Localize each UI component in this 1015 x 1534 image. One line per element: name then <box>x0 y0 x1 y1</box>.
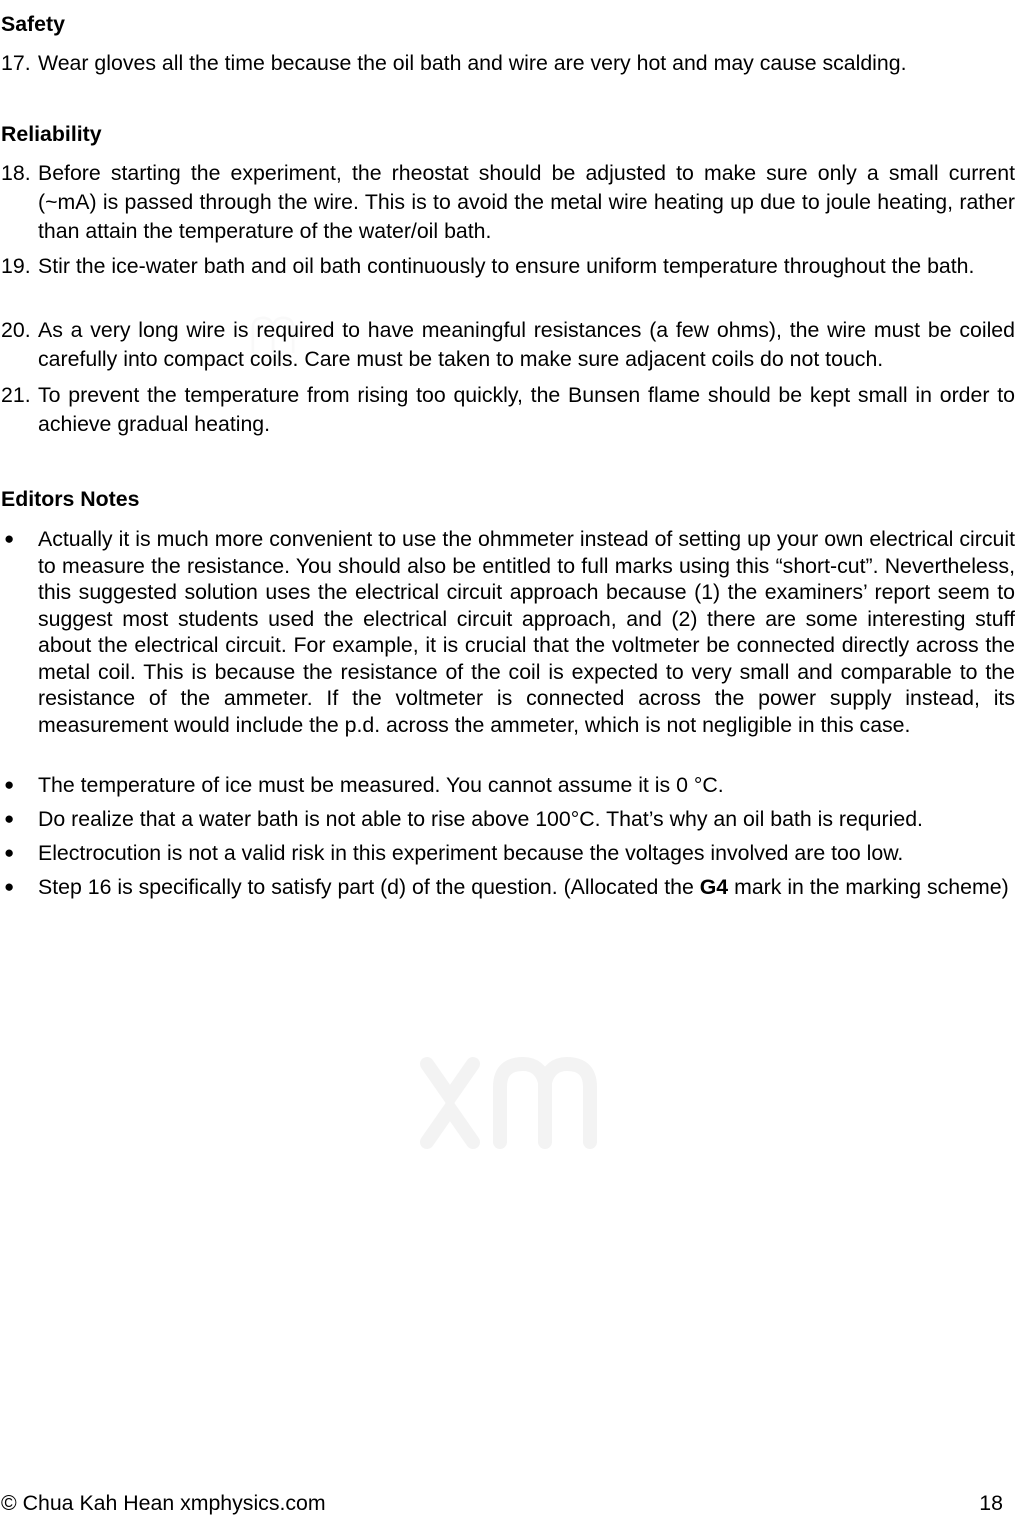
list-item-17 <box>0 49 1015 78</box>
page-number: 18 <box>979 1491 1003 1515</box>
bullet-item-ice-temperature <box>0 772 1015 799</box>
bullet-item-step-16 <box>0 874 1015 901</box>
bullet-text: Actually it is much more convenient to use the ohmmeter instead of setting up your own electrical circuit to measure the resistance. You should also be entitled to full marks using this “short-cut”. Nevertheless, this suggested solution uses the electrical circuit approach because (1) the examiners’ report seem to suggest most students used the electrical circuit approach, and (2) there are some interesting stuff about the electrical circuit. For example, it is crucial that the voltmeter be connected directly across the metal coil. This is because the resistance of the coil is expected to very small and comparable to the resistance of the ammeter. If the voltmeter is connected across the power supply instead, its measurement would include the p.d. across the ammeter, which is not negligible in this case. <box>38 527 1015 737</box>
bullet-item-ohmmeter <box>0 526 1015 738</box>
item-text: To prevent the temperature from rising too quickly, the Bunsen flame should be kept small in order to achieve gradual heating. <box>38 383 1015 436</box>
list-item-18 <box>0 159 1015 246</box>
item-number: 17. <box>1 51 31 75</box>
item-number: 18. <box>1 161 31 185</box>
bullet-text-after: mark in the marking scheme) <box>728 875 1009 899</box>
copyright-text: © Chua Kah Hean xmphysics.com <box>1 1491 326 1515</box>
list-item-19 <box>0 252 1015 281</box>
bullet-text <box>38 874 1015 901</box>
bullet-icon: ● <box>4 809 15 828</box>
item-number: 21. <box>1 383 31 407</box>
bullet-item-electrocution <box>0 840 1015 867</box>
bullet-text: Electrocution is not a valid risk in this experiment because the voltages involved are too low. <box>38 841 904 865</box>
item-number: 20. <box>1 318 31 342</box>
item-text: As a very long wire is required to have meaningful resistances (a few ohms), the wire must be coiled carefully into compact coils. Care must be taken to make sure adjacent coils do not touch. <box>38 318 1015 371</box>
item-text: Stir the ice-water bath and oil bath continuously to ensure uniform temperature throughout the bath. <box>38 254 975 278</box>
xm-watermark-logo <box>405 1052 605 1152</box>
item-number: 19. <box>1 254 31 278</box>
item-text: Wear gloves all the time because the oil bath and wire are very hot and may cause scalding. <box>38 51 907 75</box>
list-item-21 <box>0 381 1015 439</box>
list-item-20 <box>0 316 1015 374</box>
item-text: Before starting the experiment, the rheostat should be adjusted to make sure only a small current (~mA) is passed through the wire. This is to avoid the metal wire heating up due to joule heating, rather than attain the temperature of the water/oil bath. <box>38 161 1015 243</box>
bullet-icon: ● <box>4 877 15 896</box>
bullet-text-before: Step 16 is specifically to satisfy part (d) of the question. (Allocated the <box>38 875 700 899</box>
bullet-icon: ● <box>4 843 15 862</box>
bullet-icon: ● <box>4 775 15 794</box>
section-heading-safety: Safety <box>1 12 65 36</box>
section-heading-editors-notes: Editors Notes <box>1 487 140 511</box>
section-heading-reliability: Reliability <box>1 122 102 146</box>
mark-code: G4 <box>699 875 729 899</box>
bullet-text: The temperature of ice must be measured. You cannot assume it is 0 °C. <box>38 773 724 797</box>
bullet-text: Do realize that a water bath is not able to rise above 100°C. That’s why an oil bath is requried. <box>38 807 923 831</box>
bullet-item-water-bath <box>0 806 1015 833</box>
bullet-icon: ● <box>4 529 15 548</box>
